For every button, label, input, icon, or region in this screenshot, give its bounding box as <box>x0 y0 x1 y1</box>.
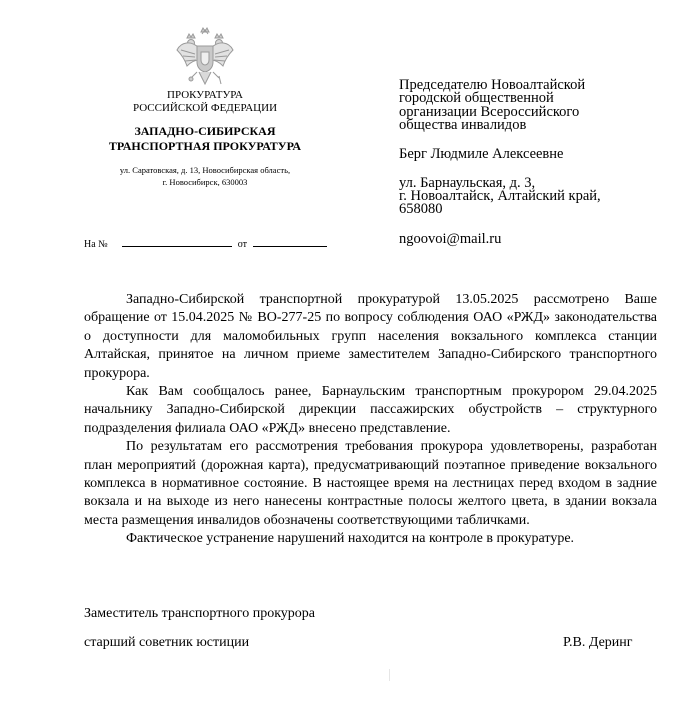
body-paragraph-1: Западно-Сибирской транспортной прокуратурой 13.05.2025 рассмотрено Ваше обращение от 15.04.2025 № ВО-277-25 по вопросу соблюдения ОАО «РЖД» законодательства о доступности для маломобильных групп населения вокзального комплекса станции Алтайская, принятое на личном приеме заместителем Западно-Сибирского транспортного прокурора. <box>84 292 657 381</box>
outgoing-number-line <box>84 237 327 250</box>
letterhead-org-line1: ЗАПАДНО-СИБИРСКАЯ <box>134 124 276 138</box>
addressee-address-line2: г. Новоалтайск, Алтайский край, <box>399 188 601 204</box>
addressee-line2: городской общественной <box>399 90 554 106</box>
addressee-address-line1: ул. Барнаульская, д. 3, <box>399 175 536 191</box>
body-paragraph-3: По результатам его рассмотрения требования прокурора удовлетворены, разработан план мероприятий (дорожная карта), предусматривающий поэтапное приведение вокзального комплекса в нормативное состояние. В настоящее время на лестницах перед входом в задние вокзала и на выходе из него нанесены контрастные полосы желтого цвета, в здании вокзала места размещения инвалидов обозначены соответствующими табличками. <box>84 439 657 528</box>
addressee-line1: Председателю Новоалтайской <box>399 77 586 93</box>
addressee-line4: общества инвалидов <box>399 117 527 133</box>
letterhead-org-line2: ТРАНСПОРТНАЯ ПРОКУРАТУРА <box>108 139 302 153</box>
letterhead-line2: РОССИЙСКОЙ ФЕДЕРАЦИИ <box>132 102 278 114</box>
number-label: На № <box>84 239 108 250</box>
signature-position-line2: старший советник юстиции <box>84 635 250 650</box>
letterhead-line1: ПРОКУРАТУРА <box>167 89 243 101</box>
letterhead-address-line2: г. Новосибирск, 630003 <box>162 177 248 187</box>
addressee-line3: организации Всероссийского <box>399 104 580 120</box>
body-paragraph-4: Фактическое устранение нарушений находится на контроле в прокуратуре. <box>126 531 575 547</box>
letter-body <box>84 291 657 549</box>
page-mark <box>389 669 390 681</box>
coat-of-arms-icon <box>175 26 235 88</box>
body-paragraph-2: Как Вам сообщалось ранее, Барнаульским транспортным прокурором 29.04.2025 начальнику Западно-Сибирской дирекции пассажирских обустройств – структурного подразделения филиала ОАО «РЖД» внесено представление. <box>84 384 657 436</box>
letterhead-address-line1: ул. Саратовская, д. 13, Новосибирская область, <box>119 165 291 175</box>
signature-position-line1: Заместитель транспортного прокурора <box>84 606 316 621</box>
addressee-email: ngoovoi@mail.ru <box>399 231 502 247</box>
number-field-line <box>122 237 232 247</box>
signature-name: Р.В. Деринг <box>563 635 633 650</box>
addressee-postcode: 658080 <box>399 201 443 217</box>
date-field-line <box>253 237 327 247</box>
from-label: от <box>237 239 247 250</box>
addressee-name: Берг Людмиле Алексеевне <box>399 146 564 162</box>
